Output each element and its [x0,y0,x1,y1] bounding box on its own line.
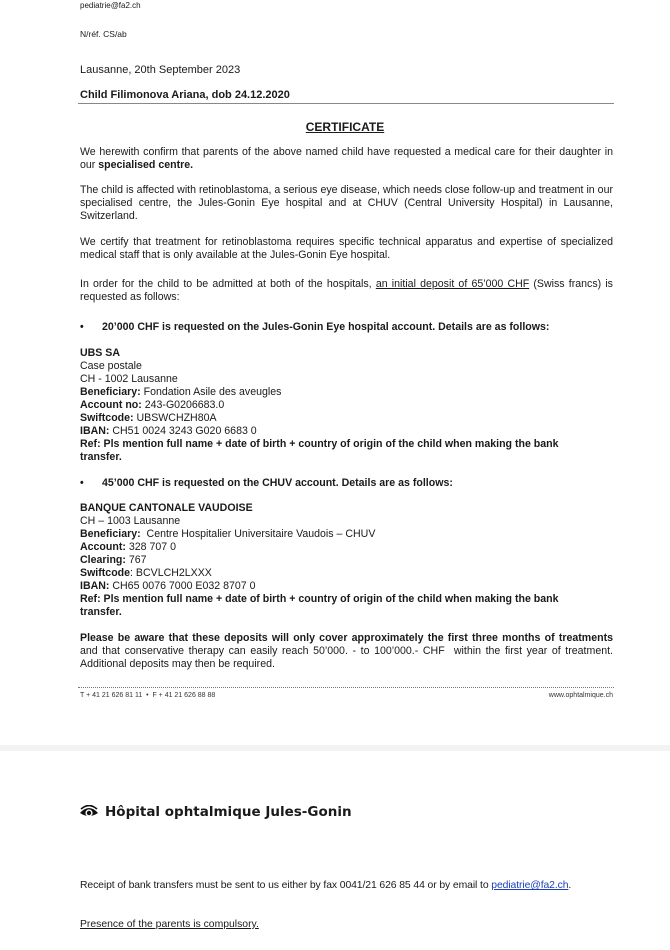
bank-name: UBS SA [80,347,121,359]
field-value: CH65 0076 7000 E032 8707 0 [109,580,256,592]
field-label: Swiftcode: [80,412,134,424]
bullet-chuv-text: 45’000 CHF is requested on the CHUV account. Details are as follows: [102,477,453,489]
subject-line: Child Filimonova Ariana, dob 24.12.2020 [80,89,290,101]
iban-field [80,425,620,438]
bullet-icon: • [80,321,84,333]
field-value: UBSWCHZH80A [133,412,217,424]
account-field [80,541,620,554]
field-label: IBAN: [80,580,110,592]
clearing-field [80,554,620,567]
hospital-logo [79,804,352,820]
paragraph-confirm [80,146,613,172]
paragraph-deposit-end: (Swiss francs) is requested as follows: [80,278,613,303]
bullet-jules-gonin [80,321,620,334]
swift-field [80,567,620,580]
address-line: CH - 1002 Lausanne [80,373,178,385]
footer-website[interactable]: www.ophtalmique.ch [548,692,613,699]
account-bcv [80,502,620,619]
iban-field [80,580,620,593]
field-value: : BCVLCH2LXXX [130,567,212,579]
paragraph-deposit-start: In order for the child to be admitted at both of the hospitals, [80,278,376,290]
field-value: Centre Hospitalier Universitaire Vaudois – CHUV [140,528,376,540]
bullet-chuv [80,477,620,490]
field-label: Account no: [80,399,142,411]
swift-field [80,412,620,425]
paragraph-diagnosis: The child is affected with retinoblastoma, a serious eye disease, which needs close follow-up and treatment in our specialised centre, the Jules-Gonin Eye hospital and at CHUV (Central University Hospital) in Lausanne, Switzerland. [80,184,613,222]
subject-divider [78,103,614,104]
bank-name: BANQUE CANTONALE VAUDOISE [80,502,253,514]
footer-divider [78,687,614,688]
footer-phones: T + 41 21 626 81 11 • F + 41 21 626 88 88 [80,692,216,699]
deposit-notice [80,632,616,671]
receipt-text: Receipt of bank transfers must be sent to us either by fax 0041/21 626 85 44 or by email to [80,880,492,891]
receipt-end: . [568,880,572,891]
field-label: Beneficiary: [80,386,141,398]
field-label: Swiftcode [80,567,131,579]
reference-note: Ref: Pls mention full name + date of birth + country of origin of the child when making the bank transfer. [80,593,559,618]
paragraph-certify: We certify that treatment for retinoblastoma requires specific technical apparatus and expertise of specialized medical staff that is only available at the Jules-Gonin Eye hospital. [80,236,613,261]
deposit-amount: an initial deposit of 65’000 CHF [375,278,530,290]
account-ubs [80,347,620,464]
email-link[interactable]: pediatrie@fa2.ch [491,880,569,891]
header-email: pediatrie@fa2.ch [80,1,141,10]
deposit-notice-bold: Please be aware that these deposits will only cover approximately the first three months of treatments [80,632,613,644]
field-value: 243-G0206683.0 [141,399,225,411]
address-line: Case postale [80,360,142,372]
address-line: CH – 1003 Lausanne [80,515,181,527]
place-date: Lausanne, 20th September 2023 [80,64,241,76]
certificate-title: CERTIFICATE [305,120,385,134]
reference: N/réf. CS/ab [80,29,127,39]
presence-notice: Presence of the parents is compulsory. [80,919,259,930]
field-label: IBAN: [80,425,110,437]
field-label: Account: [80,541,126,553]
document-page-2 [0,751,670,950]
paragraph-deposit [80,278,613,304]
reference-note: Ref: Pls mention full name + date of birth + country of origin of the child when making the bank transfer. [80,438,559,463]
field-value: CH51 0024 3243 G020 6683 0 [109,425,257,437]
field-value: 328 707 0 [125,541,176,553]
hospital-name: Hôpital ophtalmique Jules-Gonin [105,804,352,820]
account-field [80,399,620,412]
bullet-jules-gonin-text: 20’000 CHF is requested on the Jules-Gonin Eye hospital account. Details are as follows: [102,321,550,333]
paragraph-confirm-bold: specialised centre. [98,159,194,171]
bullet-icon: • [80,477,84,489]
field-value: 767 [125,554,147,566]
beneficiary-field [80,528,620,541]
beneficiary-field [80,386,620,399]
field-label: Beneficiary: [80,528,141,540]
eye-icon [79,805,99,819]
field-label: Clearing: [80,554,126,566]
field-value: Fondation Asile des aveugles [140,386,282,398]
deposit-notice-text: and that conservative therapy can easily reach 50’000. - to 100’000.- CHF within the first year of treatment. Additional deposits may then be required. [80,632,616,670]
paragraph-confirm-text: We herewith confirm that parents of the above named child have requested a medical care for their daughter in our [80,146,613,171]
receipt-instructions [80,879,571,892]
